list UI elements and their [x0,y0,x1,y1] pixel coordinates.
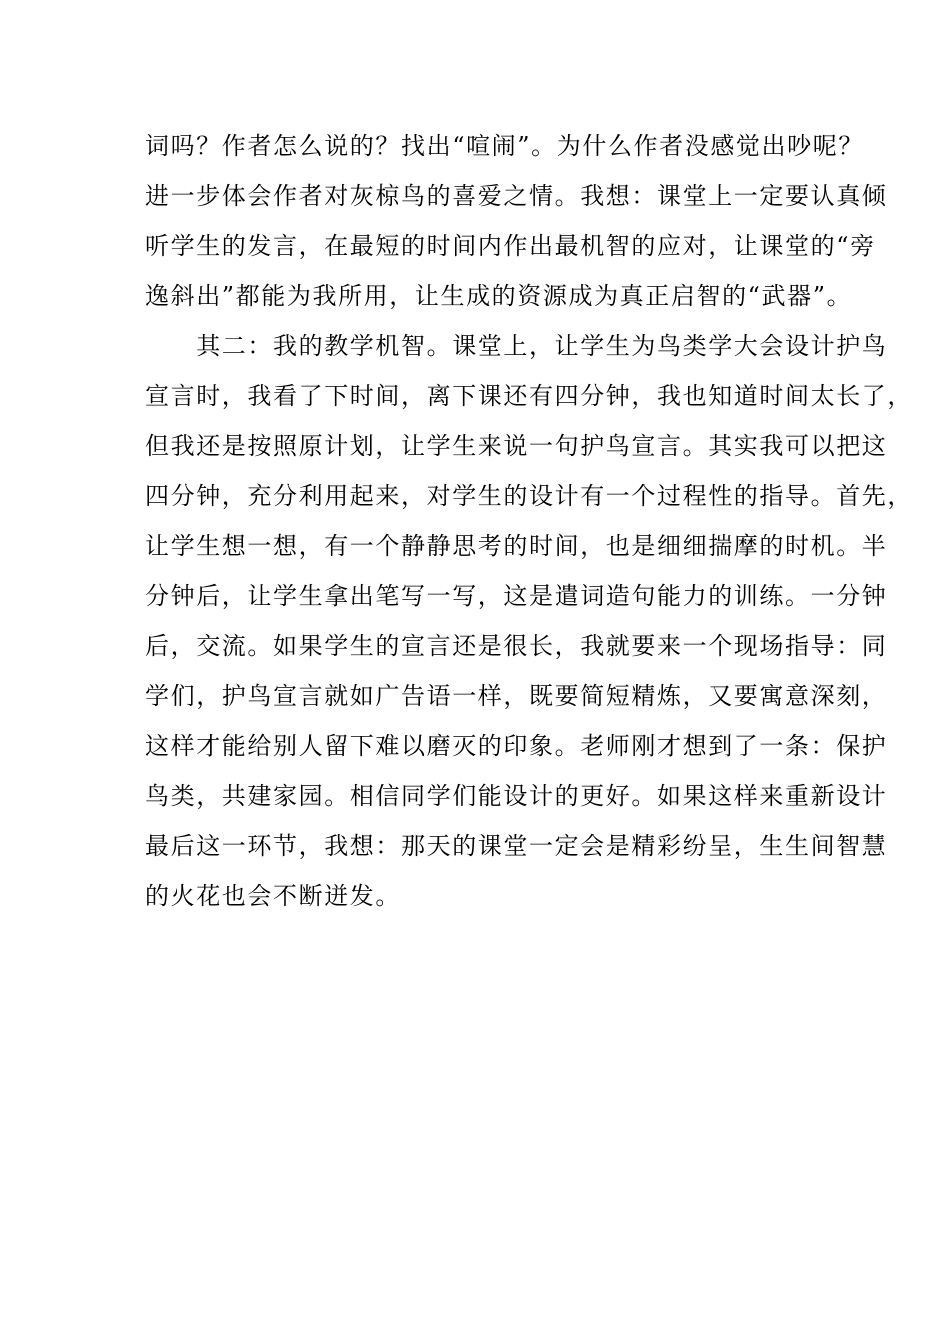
text-line: 进一步体会作者对灰椋鸟的喜爱之情。我想：课堂上一定要认真倾 [145,182,888,210]
text-line: 分钟后，让学生拿出笔写一写，这是遣词造句能力的训练。一分钟 [145,582,888,610]
text-line: 宣言时，我看了下时间，离下课还有四分钟，我也知道时间太长了， [145,382,913,410]
text-line: 逸斜出”都能为我所用，让生成的资源成为真正启智的“武器”。 [145,282,853,310]
text-line: 最后这一环节，我想：那天的课堂一定会是精彩纷呈，生生间智慧 [145,832,888,860]
text-line: 听学生的发言，在最短的时间内作出最机智的应对，让课堂的“旁 [145,232,876,260]
text-line: 让学生想一想，有一个静静思考的时间，也是细细揣摩的时机。半 [145,532,888,560]
text-line: 学们，护鸟宣言就如广告语一样，既要简短精炼，又要寓意深刻， [145,682,888,710]
text-line: 鸟类，共建家园。相信同学们能设计的更好。如果这样来重新设计 [145,782,888,810]
text-line: 词吗？作者怎么说的？找出“喧闹”。为什么作者没感觉出吵呢？ [145,132,864,160]
text-line: 其二：我的教学机智。课堂上，让学生为鸟类学大会设计护鸟 [145,332,888,360]
text-line: 的火花也会不断迸发。 [145,882,401,910]
text-line: 后，交流。如果学生的宣言还是很长，我就要来一个现场指导：同 [145,632,888,660]
text-line: 这样才能给别人留下难以磨灭的印象。老师刚才想到了一条：保护 [145,732,888,760]
text-line: 四分钟，充分利用起来，对学生的设计有一个过程性的指导。首先， [145,482,913,510]
text-line: 但我还是按照原计划，让学生来说一句护鸟宣言。其实我可以把这 [145,432,888,460]
body-text [145,128,913,928]
